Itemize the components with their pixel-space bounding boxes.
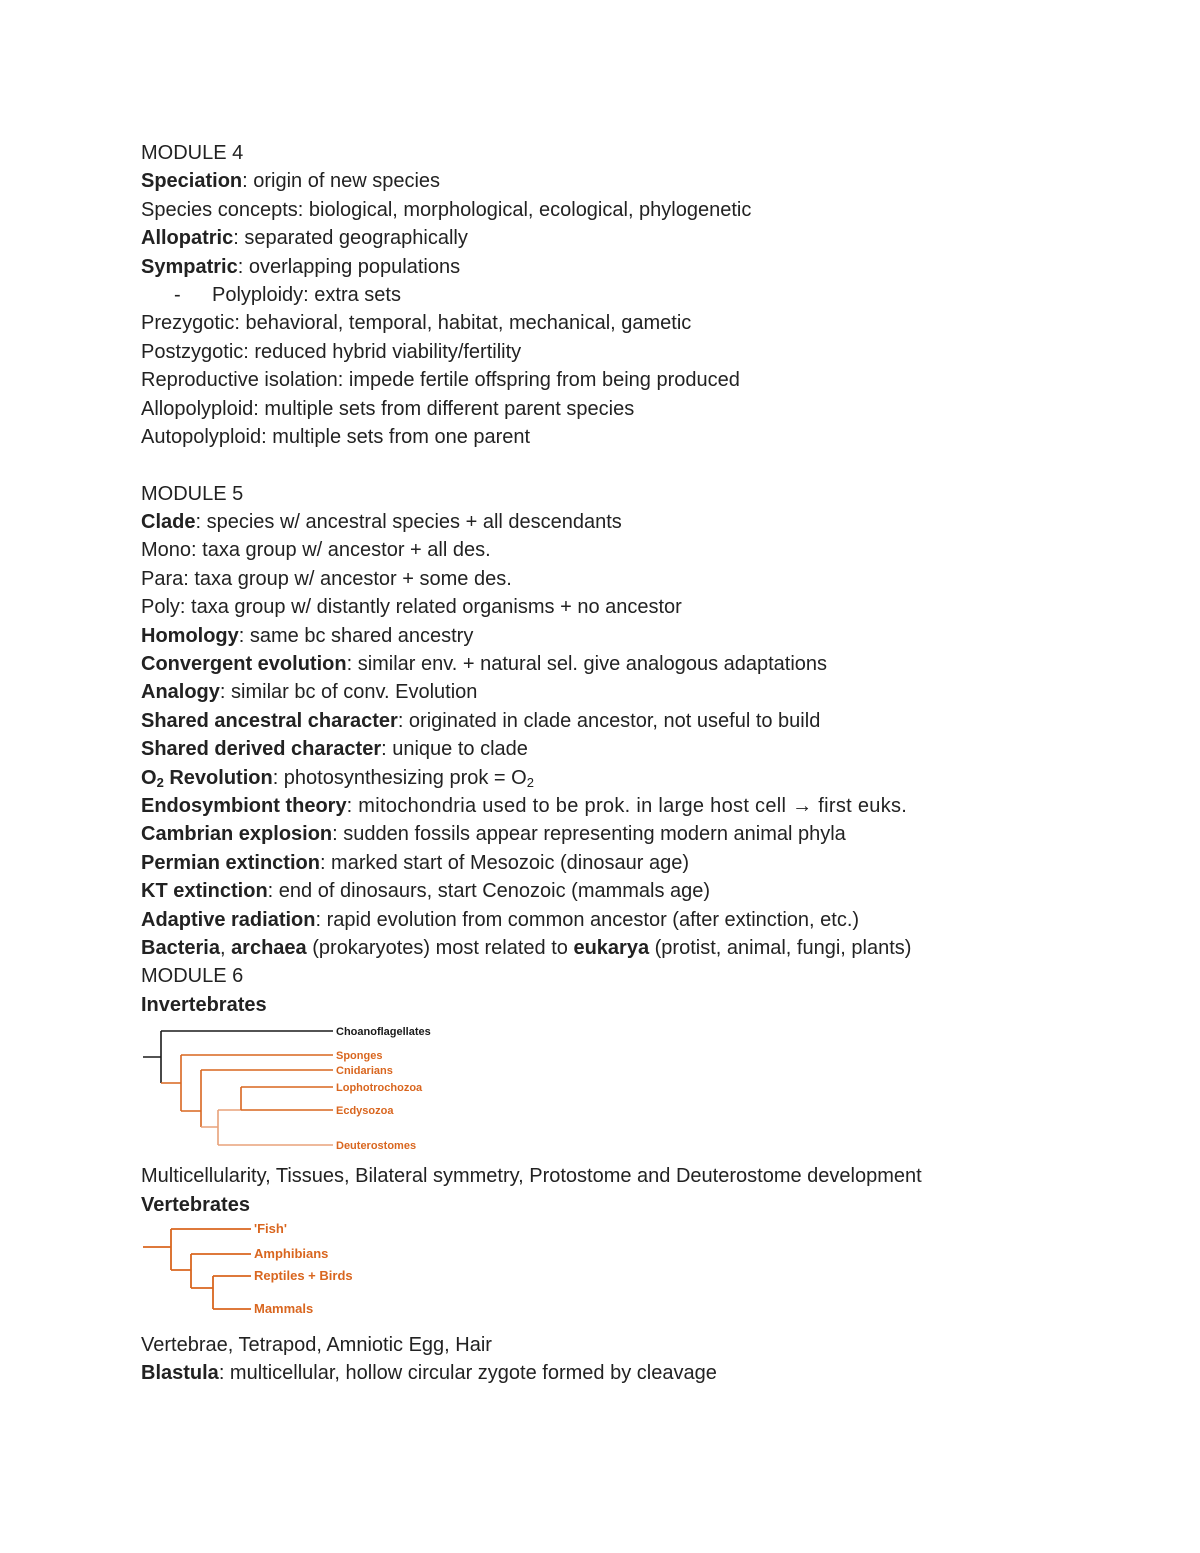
term bbox=[141, 767, 273, 789]
definition: : sudden fossils appear representing modern animal phyla bbox=[332, 823, 846, 846]
label-lophotrochozoa: Lophotrochozoa bbox=[336, 1082, 423, 1095]
vertebrate-traits-caption: Vertebrae, Tetrapod, Amniotic Egg, Hair bbox=[141, 1333, 492, 1356]
term: Shared derived character bbox=[141, 738, 382, 761]
label-deuterostomes: Deuterostomes bbox=[336, 1140, 417, 1153]
middle-text: (prokaryotes) most related to bbox=[306, 936, 574, 959]
definition: : separated geographically bbox=[233, 227, 468, 250]
species-concepts-line: Species concepts: biological, morphological, ecological, phylogenetic bbox=[141, 198, 752, 221]
term: Cambrian explosion bbox=[141, 823, 333, 846]
blank-line bbox=[141, 451, 1141, 479]
prezygotic-line: Prezygotic: behavioral, temporal, habitat, mechanical, gametic bbox=[141, 312, 692, 335]
reproductive-isolation-line: Reproductive isolation: impede fertile offspring from being produced bbox=[141, 369, 740, 392]
homology-line bbox=[141, 622, 1141, 650]
term-eukarya: eukarya bbox=[573, 936, 650, 959]
definition: : origin of new species bbox=[242, 170, 441, 193]
postzygotic-line: Postzygotic: reduced hybrid viability/fertility bbox=[141, 340, 522, 363]
domains-line bbox=[141, 934, 1141, 962]
autopolyploid-line: Autopolyploid: multiple sets from one parent bbox=[141, 425, 531, 448]
separator: , bbox=[219, 936, 232, 959]
subscript: 2 bbox=[526, 774, 534, 790]
mono-line: Mono: taxa group w/ ancestor + all des. bbox=[141, 539, 491, 562]
endosymbiont-line bbox=[141, 792, 1141, 820]
term-rest: Revolution bbox=[163, 766, 273, 789]
bullet-text: Polyploidy: extra sets bbox=[212, 283, 401, 306]
vertebrate-tree-svg bbox=[141, 1219, 381, 1327]
definition: : species w/ ancestral species + all descendants bbox=[195, 511, 622, 534]
clade-line bbox=[141, 508, 1141, 536]
term-bacteria: Bacteria bbox=[141, 936, 220, 959]
subscript: 2 bbox=[156, 774, 164, 790]
end-text: (protist, animal, fungi, plants) bbox=[649, 936, 912, 959]
module5-heading: MODULE 5 bbox=[141, 482, 244, 505]
module6-heading: MODULE 6 bbox=[141, 965, 244, 988]
definition: : marked start of Mesozoic (dinosaur age) bbox=[319, 851, 689, 874]
term-archaea: archaea bbox=[231, 936, 307, 959]
bullet-dash: - bbox=[174, 283, 181, 306]
tree-labels bbox=[336, 1026, 431, 1152]
tree-branches bbox=[143, 1229, 251, 1309]
label-ecdysozoa: Ecdysozoa bbox=[336, 1105, 394, 1118]
definition: : overlapping populations bbox=[237, 255, 461, 278]
module4-heading: MODULE 4 bbox=[141, 142, 244, 164]
label-cnidarians: Cnidarians bbox=[336, 1065, 393, 1078]
term: Shared ancestral character bbox=[141, 709, 398, 732]
definition: : multicellular, hollow circular zygote formed by cleavage bbox=[218, 1362, 717, 1385]
term: Permian extinction bbox=[141, 851, 320, 874]
document-content bbox=[141, 139, 1141, 1388]
kt-extinction-line bbox=[141, 877, 1141, 905]
adaptive-radiation-line bbox=[141, 906, 1141, 934]
term: Blastula bbox=[141, 1362, 219, 1385]
definition: : originated in clade ancestor, not useful to build bbox=[397, 709, 821, 732]
label-fish: 'Fish' bbox=[254, 1220, 287, 1236]
speciation-line bbox=[141, 167, 1141, 195]
vertebrates-title: Vertebrates bbox=[141, 1193, 250, 1216]
analogy-line bbox=[141, 678, 1141, 706]
definition: : similar bc of conv. Evolution bbox=[219, 681, 478, 704]
label-mammals: Mammals bbox=[254, 1300, 314, 1316]
term: Clade bbox=[141, 511, 196, 534]
label-sponges: Sponges bbox=[336, 1050, 383, 1063]
term: KT extinction bbox=[141, 880, 268, 903]
blastula-line bbox=[141, 1359, 1141, 1387]
definition: : rapid evolution from common ancestor (after extinction, etc.) bbox=[315, 908, 860, 931]
term: Convergent evolution bbox=[141, 653, 347, 676]
label-choanoflagellates: Choanoflagellates bbox=[336, 1026, 431, 1039]
definition: : same bc shared ancestry bbox=[238, 624, 474, 647]
poly-line: Poly: taxa group w/ distantly related organisms + no ancestor bbox=[141, 596, 682, 619]
definition: : mitochondria used to be prok. in large host cell → first euks. bbox=[346, 794, 908, 817]
tree-labels bbox=[254, 1221, 353, 1316]
definition: : unique to clade bbox=[381, 738, 528, 761]
cambrian-line bbox=[141, 820, 1141, 848]
tree-branches bbox=[143, 1031, 333, 1145]
term: Homology bbox=[141, 624, 239, 647]
definition: : photosynthesizing prok = O bbox=[272, 766, 527, 789]
polyploidy-bullet bbox=[141, 281, 1141, 309]
sympatric-line bbox=[141, 253, 1141, 281]
convergent-evolution-line bbox=[141, 650, 1141, 678]
term: Sympatric bbox=[141, 255, 238, 278]
invertebrate-traits-caption: Multicellularity, Tissues, Bilateral symmetry, Protostome and Deuterostome development bbox=[141, 1165, 922, 1188]
permian-line bbox=[141, 849, 1141, 877]
term: Analogy bbox=[141, 681, 220, 704]
label-amphibians: Amphibians bbox=[254, 1245, 329, 1261]
label-reptiles-birds: Reptiles + Birds bbox=[254, 1267, 353, 1283]
shared-derived-line bbox=[141, 735, 1141, 763]
o2-revolution-line bbox=[141, 764, 1141, 792]
term: Speciation bbox=[141, 170, 243, 193]
invertebrate-tree-svg bbox=[141, 1022, 461, 1160]
definition: : end of dinosaurs, start Cenozoic (mammals age) bbox=[267, 880, 711, 903]
term: Adaptive radiation bbox=[141, 908, 316, 931]
invertebrates-title: Invertebrates bbox=[141, 993, 267, 1016]
shared-ancestral-line bbox=[141, 707, 1141, 735]
para-line: Para: taxa group w/ ancestor + some des. bbox=[141, 567, 512, 590]
term-o: O bbox=[141, 766, 157, 789]
term: Allopatric bbox=[141, 227, 234, 250]
allopatric-line bbox=[141, 224, 1141, 252]
invertebrate-phylogeny-tree bbox=[141, 1022, 1141, 1160]
allopolyploid-line: Allopolyploid: multiple sets from different parent species bbox=[141, 397, 635, 420]
definition: : similar env. + natural sel. give analogous adaptations bbox=[346, 653, 828, 676]
term: Endosymbiont theory bbox=[141, 794, 347, 817]
vertebrate-phylogeny-tree bbox=[141, 1219, 1141, 1327]
